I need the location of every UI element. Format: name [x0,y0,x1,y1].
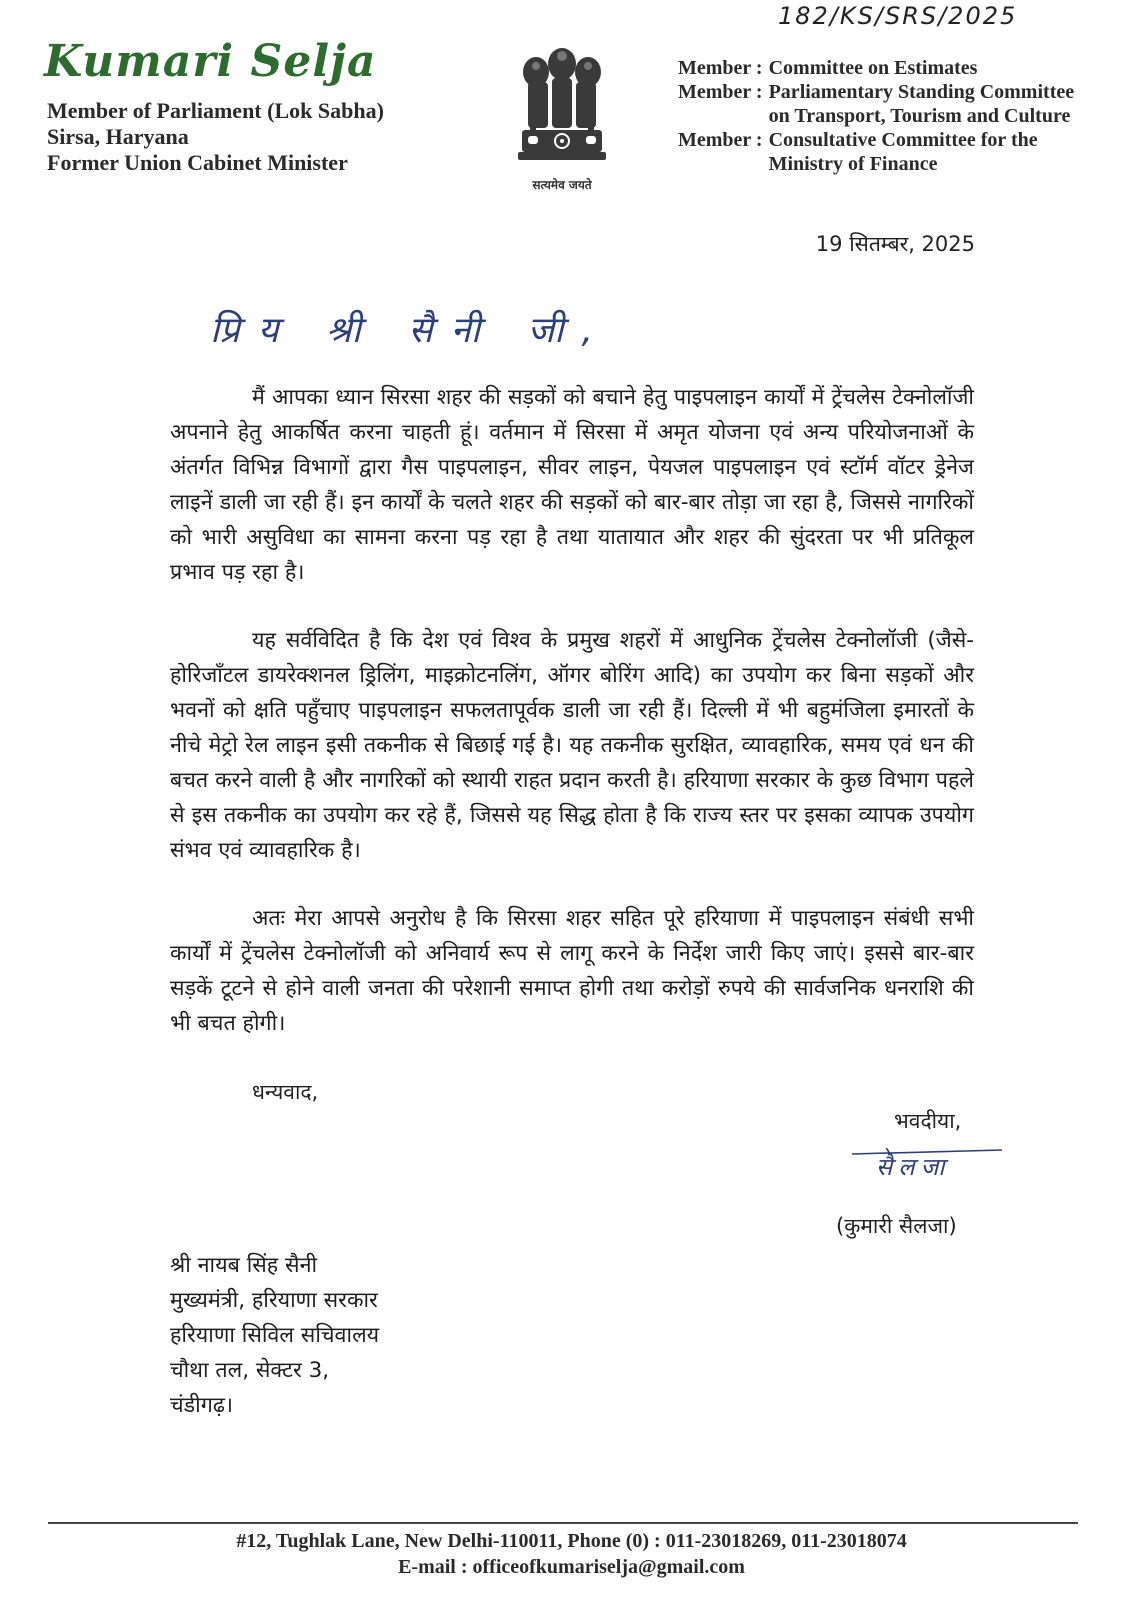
sender-details [47,98,384,176]
body-paragraph: मैं आपका ध्यान सिरसा शहर की सड़कों को बचाने हेतु पाइपलाइन कार्यों में ट्रेंचलेस टेक्नोलॉजी अपनाने हेतु आकर्षित करना चाहती हूं। वर्तमान में सिरसा में अमृत योजना एवं अन्य परियोजनाओं के अंतर्गत विभिन्न विभागों द्वारा गैस पाइपलाइन, सीवर लाइन, पेयजल पाइपलाइन एवं स्टॉर्म वॉटर ड्रेनेज लाइनें डाली जा रही हैं। इन कार्यों के चलते शहर की सड़कों को बार-बार तोड़ा जा रहा है, जिससे नागरिकों को भारी असुविधा का सामना करना पड़ रहा है तथा यातायात और शहर की सुंदरता पर भी प्रतिकूल प्रभाव पड़ रहा है। [170,385,974,585]
sender-line: Member of Parliament (Lok Sabha) [47,98,384,123]
committee-name: Consultative Committee for the [768,129,1038,151]
ashoka-emblem-icon [514,42,610,172]
emblem-motto: सत्यमेव जयते [532,178,592,192]
reference-number: 182/KS/SRS/2025 [778,2,1018,30]
committee-name: Committee on Estimates [768,57,978,79]
letter-date: 19 सितम्बर, 2025 [815,232,975,256]
committee-name: on Transport, Tourism and Culture [768,105,1071,127]
recipient-address [170,1248,379,1423]
body-paragraph: यह सर्वविदित है कि देश एवं विश्व के प्रमुख शहरों में आधुनिक ट्रेंचलेस टेक्नोलॉजी (जैसे-होरिजॉंटल डायरेक्शनल ड्रिलिंग, माइक्रोटनलिंग, ऑगर बोरिंग आदि) का उपयोग कर बिना सड़कों और भवनों को क्षति पहुँचाए पाइपलाइन सफलतापूर्वक डाली जा रही हैं। दिल्ली में भी बहुमंजिला इमारतों के नीचे मेट्रो रेल लाइन इसी तकनीक से बिछाई गई है। यह तकनीक सुरक्षित, व्यावहारिक, समय एवं धन की बचत करने वाली है और नागरिकों को स्थायी राहत प्रदान करती है। हरियाणा सरकार के कुछ विभाग पहले से इस तकनीक का उपयोग कर रहे हैं, जिससे यह सिद्ध होता है कि राज्य स्तर पर इसका व्यापक उपयोग संभव एवं व्यावहारिक है। [170,628,974,863]
recipient-line: श्री नायब सिंह सैनी [170,1253,318,1278]
footer [0,1528,1143,1580]
footer-divider [48,1522,1078,1524]
committee-role: Member : [678,129,763,151]
thanks-line: धन्यवाद, [252,1080,319,1104]
sender-name: Kumari Selja [44,36,377,87]
committee-name: Parliamentary Standing Committee [768,81,1075,103]
recipient-line: चौथा तल, सेक्टर 3, [170,1358,330,1383]
letter-body [170,380,974,1074]
signee-name: (कुमारी सैलजा) [836,1214,957,1238]
signature: सैलजा [876,1153,951,1181]
recipient-line: मुख्यमंत्री, हरियाणा सरकार [170,1288,378,1313]
recipient-line: चंडीगढ़। [170,1393,234,1418]
committee-memberships [678,56,1074,176]
committee-role: Member : [678,57,763,79]
footer-email: E-mail : officeofkumariselja@gmail.com [398,1556,745,1578]
sender-line: Former Union Cabinet Minister [47,150,348,175]
committee-name: Ministry of Finance [768,153,938,175]
committee-role: Member : [678,81,763,103]
body-paragraph: अतः मेरा आपसे अनुरोध है कि सिरसा शहर सहित पूरे हरियाणा में पाइपलाइन संबंधी सभी कार्यों में ट्रेंचलेस टेक्नोलॉजी को अनिवार्य रूप से लागू करने के निर्देश जारी किए जाएं। इससे बार-बार सड़कें टूटने से होने वाली जनता की परेशानी समाप्त होगी तथा करोड़ों रुपये की सार्वजनिक धनराशि की भी बचत होगी। [170,906,974,1036]
recipient-line: हरियाणा सिविल सचिवालय [170,1323,380,1348]
closing-phrase: भवदीया, [894,1109,962,1133]
sender-line: Sirsa, Haryana [47,124,189,149]
salutation: प्रिय श्री सैनी जी, [210,310,611,351]
footer-address: #12, Tughlak Lane, New Delhi-110011, Phone (0) : 011-23018269, 011-23018074 [236,1530,907,1552]
